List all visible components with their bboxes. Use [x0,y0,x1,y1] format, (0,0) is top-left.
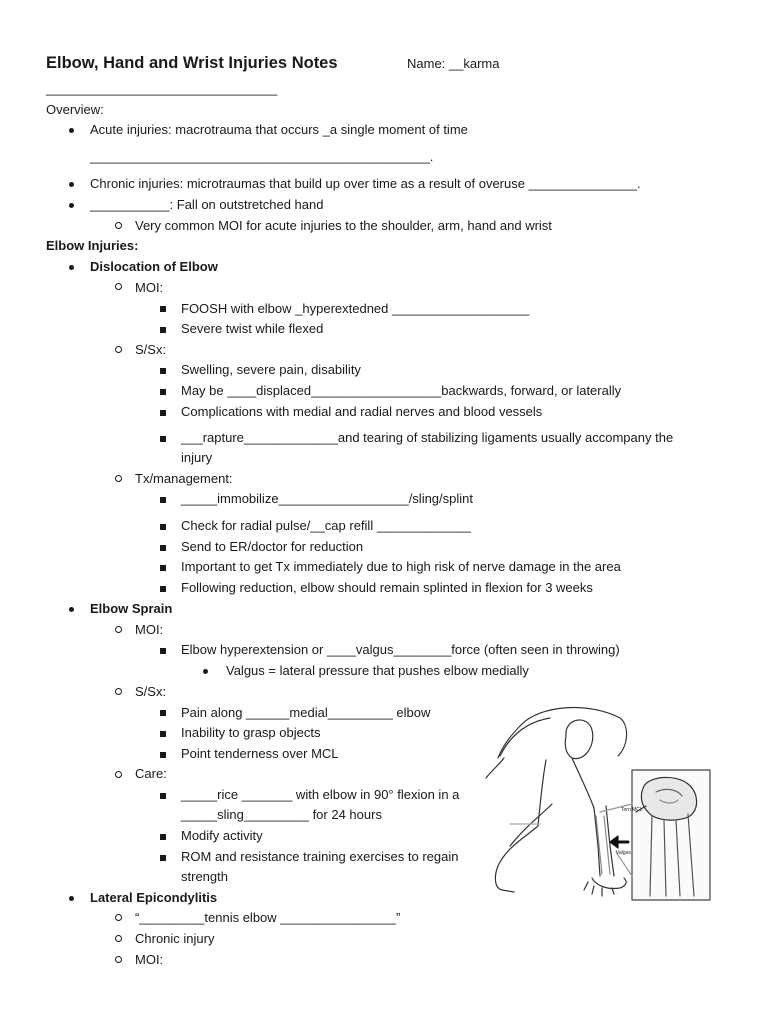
acute-blank: _______________________________________________. [90,149,434,164]
sq-bullet [160,855,166,861]
sq-bullet [160,565,166,571]
dislocation-ssx-4: ___rapture_____________and tearing of stabilizing ligaments usually accompany the [181,430,674,445]
sq-bullet [160,793,166,799]
sq-bullet [160,834,166,840]
dislocation-ssx-3: Complications with medial and radial nerves and blood vessels [181,404,543,419]
sub-bullet [115,626,122,633]
sub-bullet [115,346,122,353]
sprain-ssx-3: Point tenderness over MCL [181,746,339,761]
sprain-ssx-1: Pain along ______medial_________ elbow [181,705,431,720]
elbow-sprain-illustration [480,696,712,906]
dislocation-moi-label: MOI: [135,280,164,295]
dislocation-tx-1: _____immobilize__________________/sling/splint [181,491,473,506]
figure-label-torn: Torn MCL [621,807,643,813]
sprain-care-label: Care: [135,766,167,781]
bullet [69,182,74,187]
sub-bullet [115,688,122,695]
dislocation-ssx-4-cont: injury [181,450,213,465]
sq-bullet [160,389,166,395]
dislocation-ssx-2: May be ____displaced__________________backwards, forward, or laterally [181,383,622,398]
sq-bullet [160,327,166,333]
sprain-care-3: ROM and resistance training exercises to regain [181,849,459,864]
sq-bullet [160,497,166,503]
dislocation-tx-4: Important to get Tx immediately due to high risk of nerve damage in the area [181,559,621,574]
sub-bullet [115,475,122,482]
figure-label-valgus: Valgus [616,850,631,856]
sq-bullet [160,436,166,442]
sprain-ssx-label: S/Sx: [135,684,167,699]
sq-bullet [160,545,166,551]
dislocation-title: Dislocation of Elbow [90,259,218,274]
bullet [69,896,74,901]
dislocation-moi-2: Severe twist while flexed [181,321,324,336]
bullet [203,669,208,674]
acute-item: Acute injuries: macrotrauma that occurs _a single moment of time [90,122,468,137]
dislocation-tx-5: Following reduction, elbow should remain splinted in flexion for 3 weeks [181,580,593,595]
epicondylitis-item-3: MOI: [135,952,164,967]
sq-bullet [160,586,166,592]
sq-bullet [160,524,166,530]
name-field[interactable]: Name: __karma [407,56,500,71]
sprain-title: Elbow Sprain [90,601,173,616]
dislocation-tx-label: Tx/management: [135,471,233,486]
sub-bullet [115,935,122,942]
sprain-moi-label: MOI: [135,622,164,637]
sq-bullet [160,648,166,654]
bullet [69,128,74,133]
epicondylitis-item-2: Chronic injury [135,931,215,946]
sprain-ssx-2: Inability to grasp objects [181,725,321,740]
sq-bullet [160,306,166,312]
page-title: Elbow, Hand and Wrist Injuries Notes [46,54,338,72]
sub-bullet [115,956,122,963]
sprain-moi-sub: Valgus = lateral pressure that pushes elbow medially [226,663,529,678]
sprain-moi: Elbow hyperextension or ____valgus________force (often seen in throwing) [181,642,620,657]
sprain-care-1-cont: _____sling_________ for 24 hours [181,807,382,822]
sq-bullet [160,752,166,758]
epicondylitis-item-1: “_________tennis elbow ________________” [135,910,401,925]
elbow-heading: Elbow Injuries: [46,238,139,253]
sub-bullet [115,914,122,921]
sub-bullet [115,283,122,290]
sub-bullet [115,771,122,778]
chronic-item: Chronic injuries: microtraumas that build up over time as a result of overuse _______________. [90,176,641,191]
dislocation-ssx-1: Swelling, severe pain, disability [181,362,361,377]
dislocation-moi-1: FOOSH with elbow _hyperextedned ___________________ [181,301,530,316]
sq-bullet [160,731,166,737]
sq-bullet [160,410,166,416]
sub-bullet [115,222,122,229]
bullet [69,265,74,270]
sprain-care-2: Modify activity [181,828,263,843]
overview-heading: Overview: [46,102,104,117]
header-rule: ________________________________ [46,81,278,96]
epicondylitis-title: Lateral Epicondylitis [90,890,218,905]
foosh-item: ___________: Fall on outstretched hand [90,197,324,212]
bullet [69,607,74,612]
foosh-subitem: Very common MOI for acute injuries to the shoulder, arm, hand and wrist [135,218,552,233]
dislocation-tx-2: Check for radial pulse/__cap refill _____________ [181,518,471,533]
dislocation-tx-3: Send to ER/doctor for reduction [181,539,364,554]
dislocation-ssx-label: S/Sx: [135,342,167,357]
bullet [69,203,74,208]
sq-bullet [160,368,166,374]
sprain-care-3-cont: strength [181,869,228,884]
sprain-care-1: _____rice _______ with elbow in 90° flexion in a [181,787,460,802]
sq-bullet [160,710,166,716]
